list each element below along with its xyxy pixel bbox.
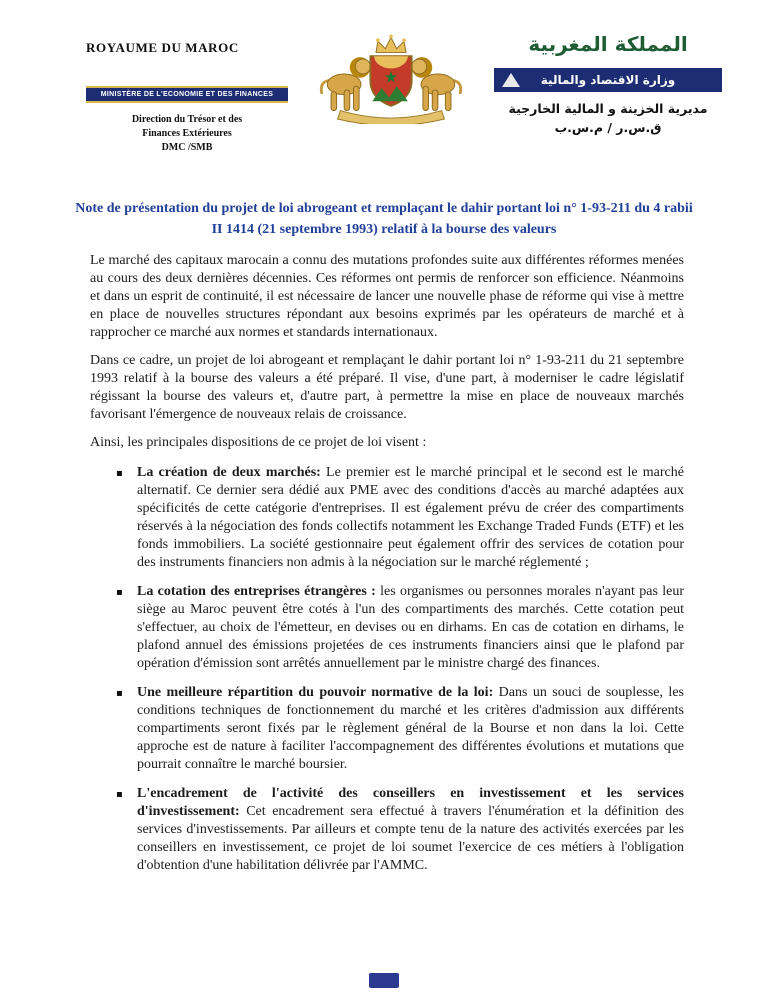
kingdom-title-ar: المملكة المغربية <box>528 32 688 56</box>
direction-line3-fr: DMC /SMB <box>161 142 213 153</box>
list-item <box>116 464 684 572</box>
bullet-square-icon: ▪ <box>116 587 123 598</box>
list-item <box>116 583 684 673</box>
direction-line1-ar: مديرية الخزينة و المالية الخارجية <box>508 101 708 116</box>
paragraph: Dans ce cadre, un projet de loi abrogeant et remplaçant le dahir portant loi n° 1-93-211 du 21 septembre 1993 relatif à la bourse des valeurs a été préparé. Il vise, d'une part, à moderniser le cadre législatif régissant la bourse des valeurs et, d'autre part, à permettre la mise en place de nouveaux marchés favorisant l'émergence de nouveaux relais de croissance. <box>90 353 684 422</box>
bullet-square-icon: ▪ <box>116 688 123 699</box>
direction-line2-ar: ق.س.ر / م.س.ب <box>554 119 662 135</box>
footer-page-badge <box>369 973 399 988</box>
pyramid-icon <box>502 73 520 87</box>
list-item-text <box>137 464 684 572</box>
letterhead <box>0 30 768 182</box>
list-item-text <box>137 583 684 673</box>
list-item-lead: Une meilleure répartition du pouvoir normative de la loi: <box>137 685 494 700</box>
letterhead-french-block <box>86 30 288 155</box>
list-item <box>116 684 684 774</box>
list-item-text <box>137 684 684 774</box>
list-item-lead: L'encadrement de l'activité des conseillers en investissement et les services d'investissement: <box>137 786 684 819</box>
direction-block-ar <box>494 100 722 138</box>
moroccan-coat-of-arms-icon <box>316 24 466 124</box>
direction-line1-fr: Direction du Trésor et des <box>131 114 243 125</box>
direction-line2-fr: Finances Extérieures <box>142 128 232 139</box>
list-item-body: Le premier est le marché principal et le second est le marché alternatif. Ce dernier sera dédié aux PME avec des conditions d'accès au marché adaptées aux spécificités de cette catégorie d'entreprises. Il est également prévu de créer des compartiments réservés à la négociation des fonds collectifs notamment les Exchange Traded Funds (ETF) et les fonds immobiliers. La société gestionnaire peut également offrir des services de cotation pour des instruments financiers non admis à la négociation sur le marché réglementé ; <box>137 465 684 570</box>
ministry-banner-ar-label: وزارة الاقتصاد والمالية <box>540 73 676 87</box>
paragraph: Le marché des capitaux marocain a connu des mutations profondes suite aux différentes réformes menées au cours des deux dernières décennies. Ces réformes ont permis de renforcer son efficience. Néanmoins et dans un esprit de continuité, il est nécessaire de lancer une nouvelle phase de réforme qui vise à mettre en place de nouvelles structures répondant aux besoins exprimés par les opérateurs de marché et à rapprocher ce marché aux normes et standards internationaux. <box>90 253 684 340</box>
list-item-text <box>137 785 684 875</box>
list-item-lead: La cotation des entreprises étrangères : <box>137 584 376 599</box>
bullet-square-icon: ▪ <box>116 789 123 800</box>
emblem-container <box>316 24 466 129</box>
svg-text:★: ★ <box>383 67 399 87</box>
kingdom-title-fr: ROYAUME DU MAROC <box>86 40 239 55</box>
provisions-list <box>116 464 684 875</box>
list-item-body: les organismes ou personnes morales n'ayant pas leur siège au Maroc peuvent être cotés à l'un des compartiments des marchés. Cette cotation peut s'effectuer, au choix de l'émetteur, en devises ou en dirhams. En cas de cotation en dirhams, le plafond annuel des émissions projetées de ces instruments financiers ainsi que le plafond par opération d'émission sont arrêtés annuellement par le ministre chargé des finances. <box>137 584 684 671</box>
list-intro: Ainsi, les principales dispositions de ce projet de loi visent : <box>90 435 427 450</box>
ministry-banner-fr: MINISTÈRE DE L'ECONOMIE ET DES FINANCES <box>86 86 288 103</box>
list-item-body: Cet encadrement sera effectué à travers l'énumération et la définition des services d'investissements. Par ailleurs et compte tenu de la nature des activités exercées par les conseillers en investissement, ce projet de loi soumet l'exercice de ces métiers à l'obligation d'obtention d'une habilitation délivrée par l'AMMC. <box>137 804 684 873</box>
document-body <box>0 252 768 875</box>
list-item <box>116 785 684 875</box>
bullet-square-icon: ▪ <box>116 468 123 479</box>
document-title: Note de présentation du projet de loi abrogeant et remplaçant le dahir portant loi n° 1-93-211 du 4 rabii II 1414 (21 septembre 1993) relatif à la bourse des valeurs <box>75 201 693 237</box>
direction-block-fr <box>86 113 288 155</box>
list-item-body: Dans un souci de souplesse, les conditions techniques de fonctionnement du marché et les critères d'admission aux différents compartiments seront fixés par le règlement général de la Bourse et non dans la loi. Cette approche est de nature à faciliter l'accompagnement des différentes évolutions et mutations que pourrait connaître le marché boursier. <box>137 685 684 772</box>
letterhead-arabic-block <box>494 30 722 138</box>
ministry-banner-ar <box>494 68 722 92</box>
list-item-lead: La création de deux marchés: <box>137 465 321 480</box>
